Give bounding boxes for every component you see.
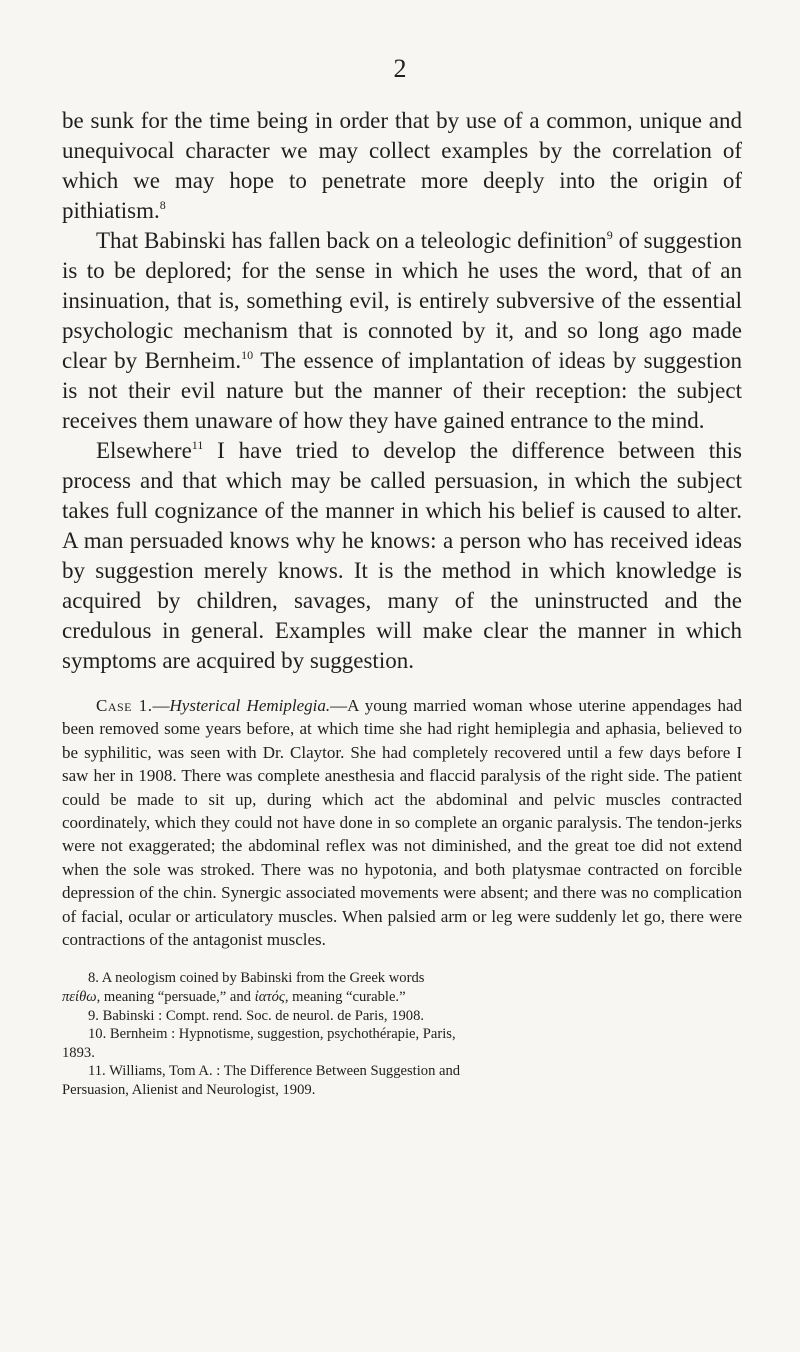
paragraph-text: of suggestion is to be deplored; for the sense in which he uses the word, that of an insinuation, that is, something evil, is entirely subversive of the essential psychologic mechanism that is connoted by it, and so long ago made clear by Bernheim. xyxy=(62,228,742,373)
case-label: Case 1. xyxy=(96,696,153,715)
footnote-11-continued: Persuasion, Alienist and Neurologist, 1909. xyxy=(62,1082,316,1099)
case-dash: — xyxy=(152,696,170,715)
greek-word-peitho: πείθω xyxy=(62,989,97,1006)
paragraph-text: I have tried to develop the difference between this process and that which may be called persuasion, in which the subject takes full cognizance of the manner in which his belief is caused to alter. A man persuaded knows why he knows: a person who has received ideas by suggestion merely knows. It is the method in which knowledge is acquired by children, savages, many of the uninstructed and the credulous in general. Examples will make clear the manner in which symptoms are acquired by suggestion. xyxy=(62,438,742,673)
footnote-8 xyxy=(62,969,742,988)
paragraph-continuation xyxy=(62,106,742,226)
footnote-11: 11. Williams, Tom A. : The Difference Between Suggestion and xyxy=(88,1063,461,1080)
footnote-text: 8. A neologism coined by Babinski from the Greek words xyxy=(88,970,425,987)
case-title: Hysterical Hemiplegia. xyxy=(169,696,331,715)
paragraph-text: That Babinski has fallen back on a teleologic definition xyxy=(96,228,607,253)
page-body xyxy=(62,106,742,1100)
case-dash: — xyxy=(330,696,348,715)
paragraph-persuasion xyxy=(62,436,742,676)
paragraph-babinski xyxy=(62,226,742,436)
footnotes xyxy=(62,969,742,1099)
footnote-ref-11[interactable]: 11 xyxy=(191,438,204,452)
page-number: 2 xyxy=(393,54,407,83)
footnote-text: , meaning “curable.” xyxy=(284,989,406,1006)
paragraph-text: be sunk for the time being in order that by use of a common, unique and unequivocal character we may collect examples by the correlation of which we may hope to penetrate more deeply into the origin of pithiatism. xyxy=(62,108,742,223)
footnote-ref-9[interactable]: 9 xyxy=(606,228,613,242)
footnote-10-continued: 1893. xyxy=(62,1044,95,1061)
footnote-text: , meaning “persuade,” and xyxy=(96,989,251,1006)
case-text: A young married woman whose uterine appendages had been removed some years before, at which time she had right hemiplegia and aphasia, believed to be syphilitic, was seen with Dr. Claytor. She had completely recovered until a few days before I saw her in 1908. There was complete anesthesia and flaccid paralysis of the right side. The patient could be made to sit up, during which act the abdominal and pelvic muscles contracted coordinately, which they could not have done in so complete an organic paralysis. The tendon-jerks were not exaggerated; the abdominal reflex was not diminished, and the great toe did not extend when the sole was stroked. There was no hypotonia, and both platysmae contracted on forcible depression of the chin. Synergic associated movements were absent; and there was no complication of facial, ocular or articulatory muscles. When palsied arm or leg were suddenly let go, there were contractions of the antagonist muscles. xyxy=(62,696,742,950)
footnote-ref-10[interactable]: 10 xyxy=(241,348,254,362)
case-report-1 xyxy=(62,694,742,951)
footnote-9: 9. Babinski : Compt. rend. Soc. de neurol. de Paris, 1908. xyxy=(88,1007,425,1024)
footnote-10: 10. Bernheim : Hypnotisme, suggestion, psychothérapie, Paris, xyxy=(88,1026,456,1043)
paragraph-text: The essence of implantation of ideas by suggestion is not their evil nature but the manner of their reception: the subject receives them unaware of how they have gained entrance to the mind. xyxy=(62,348,742,433)
paragraph-text: Elsewhere xyxy=(96,438,192,463)
greek-word-iatos: ἰατός xyxy=(254,989,285,1006)
footnote-8-continued xyxy=(62,988,742,1007)
footnote-ref-8[interactable]: 8 xyxy=(159,198,166,212)
